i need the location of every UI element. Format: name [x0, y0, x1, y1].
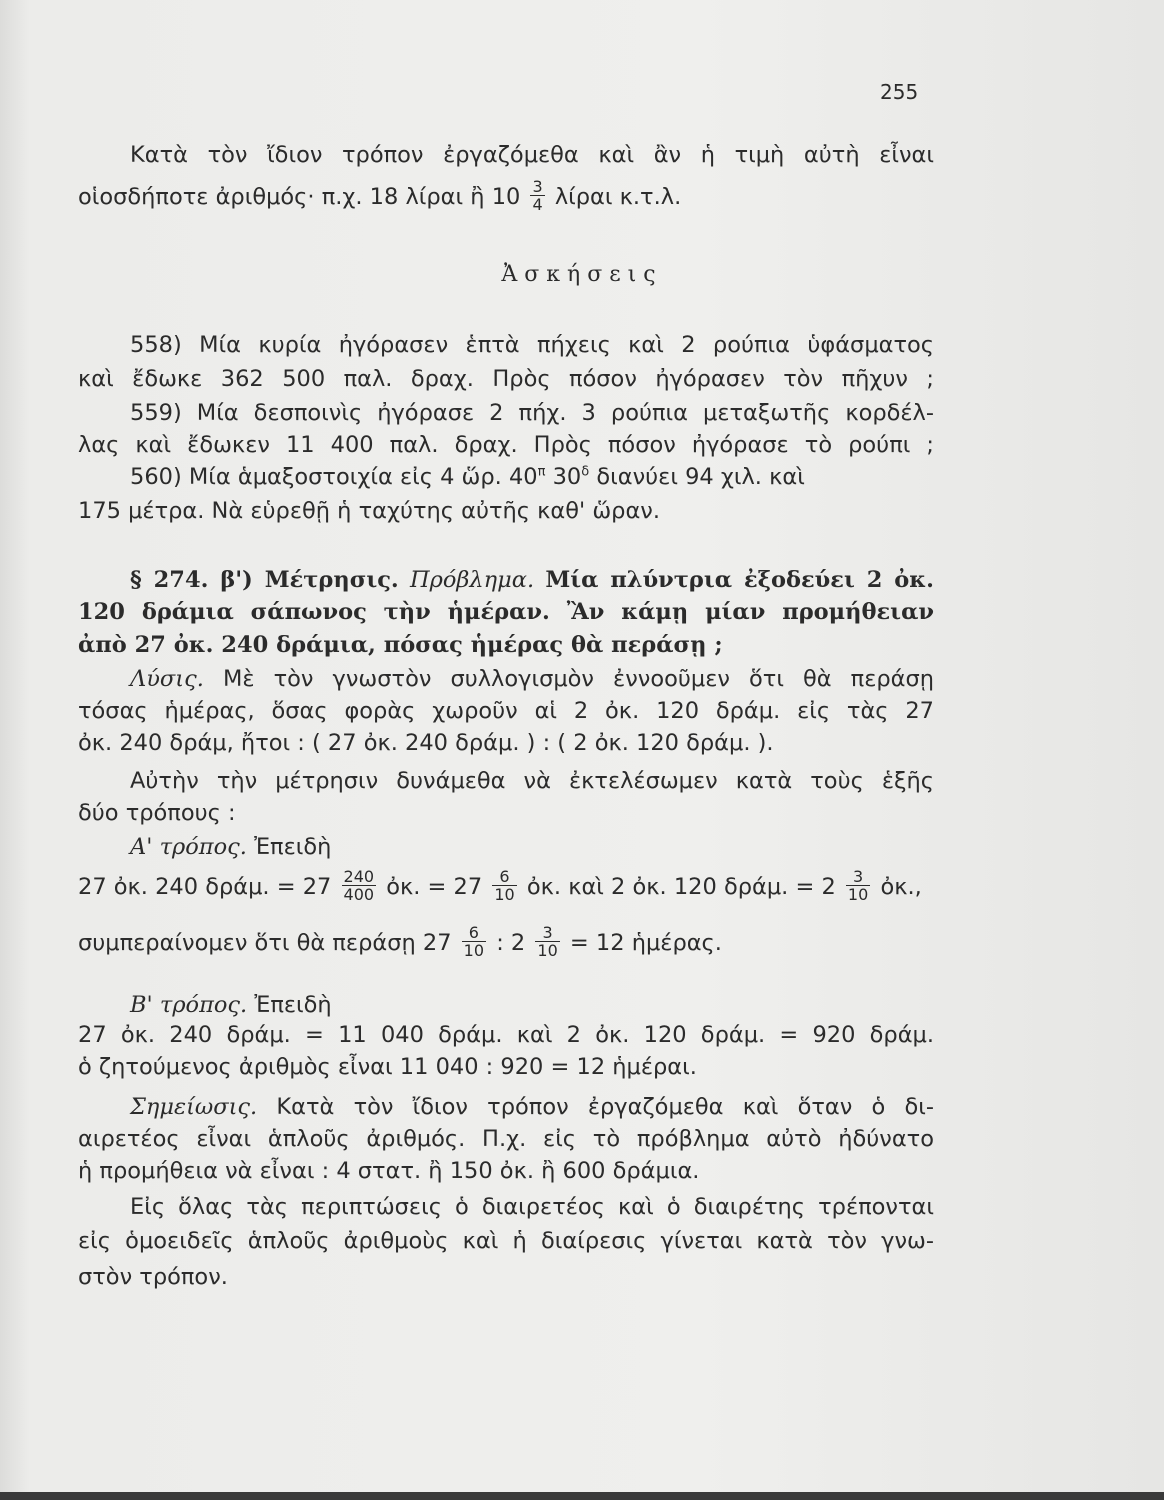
exercise-560-line-1: 560) Μία ἁμαξοστοιχία εἰς 4 ὥρ. $40^\pi$ $30^\delta$ διανύει 94 χιλ. καὶ — [130, 464, 805, 490]
paragraph-2-line-2: δύο τρόπους : — [78, 800, 236, 826]
paragraph-2-line-1: Αὐτὴν τὴν μέτρησιν δυνάμεθα νὰ ἐκτελέσωμεν κατὰ τοὺς ἑξῆς — [130, 768, 934, 794]
exercises-heading: Ἀσκήσεις — [501, 262, 663, 287]
problem-text-1: Μία πλύντρια ἐξοδεύει 2 ὀκ. — [545, 567, 934, 593]
problem-text-3: ἀπὸ 27 ὀκ. 240 δράμια, πόσας ἡμέρας θὰ περάσῃ ; — [78, 632, 723, 658]
solution-line-3: ὀκ. 240 δράμ, ἤτοι : ( 27 ὀκ. 240 δράμ. ) : ( 2 ὀκ. 120 δράμ. ). — [78, 730, 774, 756]
intro-line-2 — [78, 177, 934, 215]
section-title-line — [78, 565, 934, 595]
method-a-conclusion: συμπεραίνομεν ὅτι θὰ περάσῃ 27 $\frac{6}{10}$ : 2 $\frac{3}{10}$ = 12 ἡμέρας. — [78, 923, 722, 960]
method-b-label: Β' τρόπος. — [130, 992, 248, 1018]
problem-text-2: 120 δράμια σάπωνος τὴν ἡμέραν. Ἂν κάμῃ μίαν προμήθειαν — [78, 599, 934, 625]
solution-line-1: Λύσις. Μὲ τὸν γνωστὸν συλλογισμὸν ἐννοοῦμεν ὅτι θὰ περάσῃ — [130, 666, 934, 692]
fraction: $\frac{6}{10}$ — [494, 867, 515, 904]
fraction: $\frac{3}{4}$ — [532, 177, 543, 214]
fraction: $\frac{3}{10}$ — [537, 923, 558, 960]
exercise-560-line-2: 175 μέτρα. Νὰ εὑρεθῇ ἡ ταχύτης αὐτῆς καθ' ὥραν. — [78, 498, 661, 524]
note-line-5: εἰς ὁμοειδεῖς ἁπλοῦς ἀριθμοὺς καὶ ἡ διαίρεσις γίνεται κατὰ τὸν γνω- — [78, 1228, 934, 1254]
intro-text-a: οἱοσδήποτε ἀριθμός· π.χ. 18 λίραι ἢ 10 — [78, 184, 521, 210]
method-b-line-2: ὁ ζητούμενος ἀριθμὸς εἶναι 11 040 : 920 = 12 ἡμέραι. — [78, 1054, 697, 1080]
note-line-6: στὸν τρόπον. — [78, 1264, 228, 1290]
note-line-4: Εἰς ὅλας τὰς περιπτώσεις ὁ διαιρετέος καὶ ὁ διαιρέτης τρέπονται — [130, 1194, 934, 1220]
method-b-header: Β' τρόπος. Ἐπειδὴ — [130, 992, 332, 1018]
solution-line-2: τόσας ἡμέρας, ὅσας φορὰς χωροῦν αἱ 2 ὀκ. 120 δράμ. εἰς τὰς 27 — [78, 698, 934, 724]
exercise-558-line-2: καὶ ἔδωκε 362 500 παλ. δραχ. Πρὸς πόσον ἠγόρασεν τὸν πῆχυν ; — [78, 366, 934, 392]
note-line-3: ἡ προμήθεια νὰ εἶναι : 4 στατ. ἢ 150 ὀκ. ἢ 600 δράμια. — [78, 1158, 700, 1184]
method-b-line-1: 27 ὀκ. 240 δράμ. = 11 040 δράμ. καὶ 2 ὀκ. 120 δράμ. = 920 δράμ. — [78, 1022, 934, 1048]
method-a-label: Α' τρόπος. — [130, 834, 247, 860]
fraction: $\frac{3}{10}$ — [847, 867, 869, 904]
exercise-559-line-2: λας καὶ ἔδωκεν 11 400 παλ. δραχ. Πρὸς πόσον ἠγόρασε τὸ ρούπι ; — [78, 432, 934, 458]
page-bottom-edge — [0, 1492, 1164, 1500]
exercise-559-line-1: 559) Μία δεσποινὶς ἠγόρασε 2 πήχ. 3 ρούπια μεταξωτῆς κορδέλ- — [130, 400, 934, 426]
note-label: Σημείωσις. — [130, 1094, 258, 1120]
note-line-1: Σημείωσις. Κατὰ τὸν ἴδιον τρόπον ἐργαζόμεθα καὶ ὅταν ὁ δι- — [130, 1094, 934, 1120]
note-line-2: αιρετέος εἶναι ἁπλοῦς ἀριθμός. Π.χ. εἰς τὸ πρόβλημα αὐτὸ ἠδύνατο — [78, 1126, 934, 1152]
section-title: § 274. β') Μέτρησις. — [130, 567, 399, 593]
problem-label: Πρόβλημα. — [409, 567, 535, 593]
intro-line-1: Κατὰ τὸν ἴδιον τρόπον ἐργαζόμεθα καὶ ἂν ἡ τιμὴ αὐτὴ εἶναι — [130, 142, 934, 168]
fraction: $\frac{240}{400}$ — [343, 867, 375, 904]
fraction: $\frac{6}{10}$ — [463, 923, 485, 960]
method-a-header: Α' τρόπος. Ἐπειδὴ — [130, 834, 332, 860]
intro-text-b: λίραι κ.τ.λ. — [554, 184, 682, 210]
exercise-558-line-1: 558) Μία κυρία ἠγόρασεν ἑπτὰ πήχεις καὶ 2 ρούπια ὑφάσματος — [130, 332, 934, 358]
solution-label: Λύσις. — [130, 666, 204, 692]
page-number: 255 — [880, 80, 919, 104]
method-a-equation: 27 ὀκ. 240 δράμ. = 27 $\frac{240}{400}$ ὀκ. = 27 $\frac{6}{10}$ ὀκ. καὶ 2 ὀκ. 120 δράμ. = 2 $\frac{3}{10}$ ὀκ., — [78, 867, 922, 904]
